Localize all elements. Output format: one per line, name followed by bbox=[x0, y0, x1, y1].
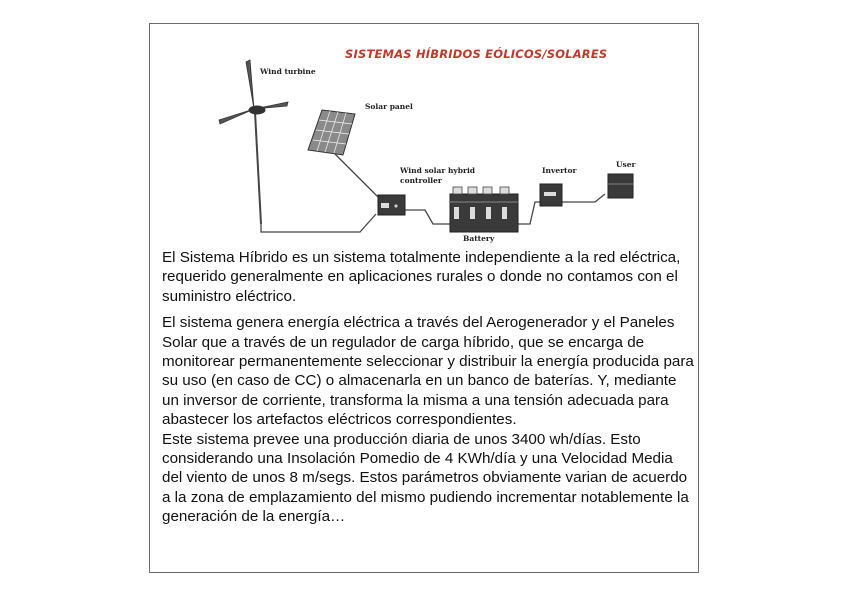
user-label: User bbox=[616, 160, 636, 169]
diagram-title: SISTEMAS HÍBRIDOS EÓLICOS/SOLARES bbox=[345, 47, 608, 61]
wind-turbine-icon bbox=[219, 60, 288, 224]
content-frame bbox=[149, 23, 699, 573]
solar-panel-icon bbox=[308, 110, 355, 155]
wind-turbine-label: Wind turbine bbox=[260, 67, 316, 76]
hybrid-controller-icon bbox=[378, 195, 405, 215]
user-device-icon bbox=[608, 174, 633, 198]
controller-label-line2: controller bbox=[400, 176, 442, 185]
battery-bank-icon bbox=[450, 187, 518, 232]
paragraph-1: El Sistema Híbrido es un sistema totalmente independiente a la red eléctrica, requerido generalmente en aplicaciones rurales o donde no contamos con el suministro eléctrico. bbox=[162, 249, 681, 305]
inverter-label: Invertor bbox=[542, 166, 577, 175]
solar-panel-label: Solar panel bbox=[365, 102, 413, 111]
body-text bbox=[162, 248, 697, 527]
controller-label-line1: Wind solar hybrid bbox=[400, 166, 476, 175]
hybrid-system-diagram bbox=[150, 24, 700, 249]
paragraph-3: Este sistema prevee una producción diaria de unos 3400 wh/días. Esto considerando una Insolación Pomedio de 4 KWh/día y una Velocidad Media del viento de unos 8 m/segs. Estos parámetros obviamente varian de acuerdo a la zona de emplazamiento del mismo pudiendo incrementar notablemente la generación de la energía… bbox=[162, 430, 689, 526]
battery-label: Battery bbox=[463, 234, 495, 243]
inverter-icon bbox=[540, 184, 562, 206]
paragraph-2: El sistema genera energía eléctrica a través del Aerogenerador y el Paneles Solar que a través de un regulador de carga híbrido, que se encarga de monitorear permanentemente seleccionar y distribuir la energía producida para su uso (en caso de CC) o almacenarla en un banco de baterías. Y, mediante un inversor de corriente, transforma la misma a una tensión adecuada para abastecer los artefactos eléctricos correspondientes. bbox=[162, 314, 694, 429]
